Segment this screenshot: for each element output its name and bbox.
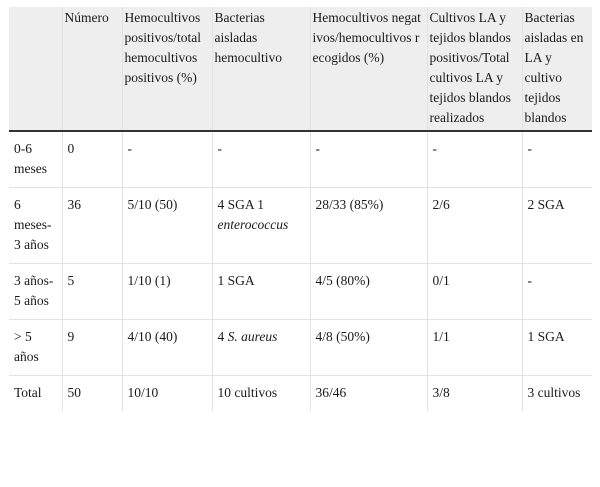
- table-row: [9, 264, 592, 320]
- cell-bact-hemo: [212, 320, 310, 376]
- cell-hemo-pos: 4/10 (40): [122, 320, 212, 376]
- cell-numero: 5: [62, 264, 122, 320]
- cell-hemo-pos: 10/10: [122, 376, 212, 412]
- cell-age-group: > 5 años: [9, 320, 62, 376]
- header-cell-numero: Número: [62, 7, 122, 131]
- header-cell-hemocultivos-negativos: Hemocultivos negativos/hemocultivos recogidos (%): [310, 7, 427, 131]
- table-row: [9, 188, 592, 264]
- cell-hemo-neg: 4/5 (80%): [310, 264, 427, 320]
- cell-age-group: 0-6 meses: [9, 131, 62, 188]
- cell-bact-la: -: [522, 264, 592, 320]
- cell-bact-la: 1 SGA: [522, 320, 592, 376]
- cell-bact-hemo-text: 1 SGA: [217, 273, 255, 288]
- cell-age-group: 3 años-5 años: [9, 264, 62, 320]
- cell-age-group: 6 meses-3 años: [9, 188, 62, 264]
- cell-bact-hemo-text: 4: [217, 329, 228, 344]
- cell-bact-la: 3 cultivos: [522, 376, 592, 412]
- header-cell-cultivos-la: Cultivos LA y tejidos blandos positivos/Total cultivos LA y tejidos blandos realizados: [427, 7, 522, 131]
- cell-bact-hemo-text: -: [217, 141, 222, 156]
- cell-bact-la: 2 SGA: [522, 188, 592, 264]
- table-row: [9, 320, 592, 376]
- cell-bact-hemo: [212, 264, 310, 320]
- cell-hemo-neg: 4/8 (50%): [310, 320, 427, 376]
- cell-bact-hemo: [212, 376, 310, 412]
- table-row: [9, 376, 592, 412]
- cell-cultivos-la: 0/1: [427, 264, 522, 320]
- cell-hemo-pos: 5/10 (50): [122, 188, 212, 264]
- cell-age-group: Total: [14, 385, 42, 400]
- cell-bact-hemo-text: 4 SGA 1: [217, 197, 265, 212]
- cell-bact-hemo-text: 10 cultivos: [217, 385, 278, 400]
- cell-numero: 36: [62, 188, 122, 264]
- cell-numero: 0: [62, 131, 122, 188]
- cell-cultivos-la: 1/1: [427, 320, 522, 376]
- results-table: [9, 7, 592, 411]
- header-cell-bacterias-hemocultivo: Bacterias aisladas hemocultivo: [212, 7, 310, 131]
- cell-hemo-pos: 1/10 (1): [122, 264, 212, 320]
- cell-bact-hemo-italic: enterococcus: [217, 217, 289, 232]
- header-cell-bacterias-la: Bacterias aisladas en LA y cultivo tejidos blandos: [522, 7, 592, 131]
- table-header: [9, 7, 592, 131]
- cell-hemo-neg: 36/46: [310, 376, 427, 412]
- table-body: [9, 131, 592, 411]
- cell-bact-hemo: [212, 131, 310, 188]
- cell-cultivos-la: 3/8: [427, 376, 522, 412]
- header-cell-row-label: [9, 7, 62, 131]
- cell-hemo-neg: -: [310, 131, 427, 188]
- header-row: [9, 7, 592, 131]
- cell-bact-hemo: [212, 188, 310, 264]
- cell-hemo-neg: 28/33 (85%): [310, 188, 427, 264]
- cell-bact-hemo-italic: S. aureus: [227, 329, 278, 344]
- cell-cultivos-la: 2/6: [427, 188, 522, 264]
- cell-bact-la: -: [522, 131, 592, 188]
- table-row: [9, 131, 592, 188]
- cell-numero: 50: [62, 376, 122, 412]
- cell-hemo-pos: -: [122, 131, 212, 188]
- header-cell-hemocultivos-positivos: Hemocultivos positivos/total hemocultivos positivos (%): [122, 7, 212, 131]
- cell-numero: 9: [62, 320, 122, 376]
- cell-cultivos-la: -: [427, 131, 522, 188]
